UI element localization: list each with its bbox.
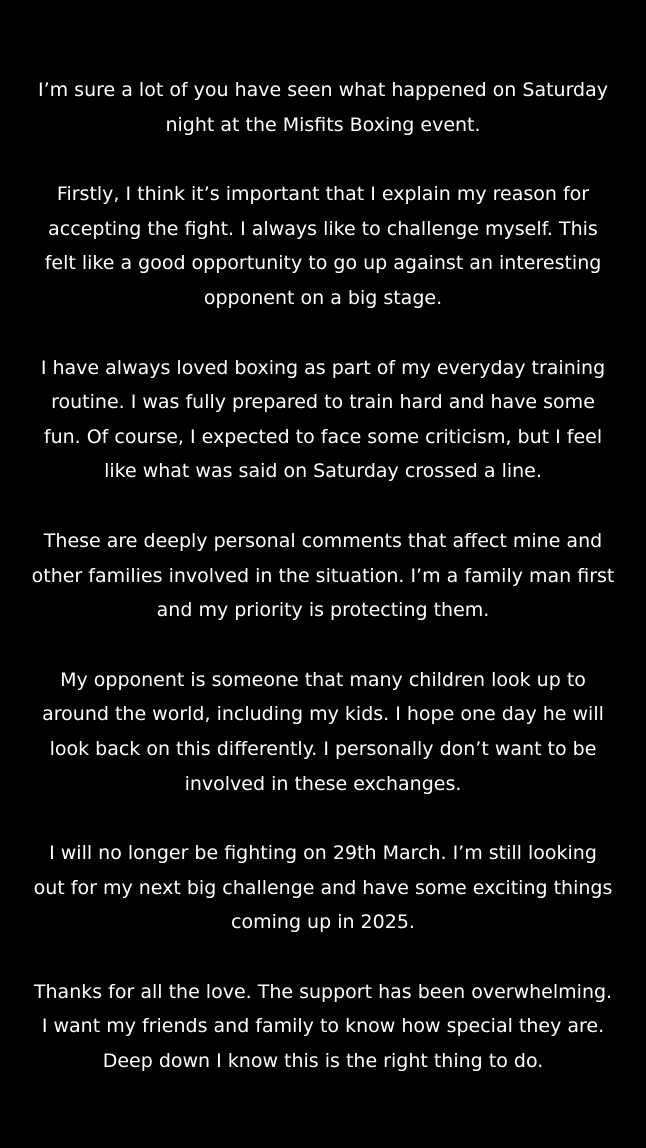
paragraph-7 xyxy=(20,975,626,1079)
text-line: I will no longer be fighting on 29th March. I’m still looking xyxy=(49,842,597,865)
text-line: felt like a good opportunity to go up against an interesting xyxy=(44,252,602,275)
statement-text xyxy=(20,73,626,1114)
text-line: Deep down I know this is the right thing to do. xyxy=(102,1050,544,1073)
text-line: fun. Of course, I expected to face some criticism, but I feel xyxy=(43,425,603,448)
text-line: night at the Misfits Boxing event. xyxy=(165,113,481,136)
paragraph-5 xyxy=(20,663,626,801)
text-line: I’m sure a lot of you have seen what happened on Saturday xyxy=(37,79,609,101)
text-line: These are deeply personal comments that affect mine and xyxy=(43,529,603,552)
text-line: involved in these exchanges. xyxy=(184,772,462,795)
text-line: coming up in 2025. xyxy=(231,911,415,934)
text-line: out for my next big challenge and have some exciting things xyxy=(33,876,613,899)
text-line: routine. I was fully prepared to train hard and have some xyxy=(51,391,595,414)
text-line: around the world, including my kids. I hope one day he will xyxy=(42,703,604,726)
paragraph-6 xyxy=(20,836,626,940)
text-line: and my priority is protecting them. xyxy=(156,599,490,622)
paragraph-2 xyxy=(20,177,626,315)
paragraph-3 xyxy=(20,351,626,489)
paragraph-1 xyxy=(20,73,626,142)
text-line: opponent on a big stage. xyxy=(203,286,443,309)
text-line: Thanks for all the love. The support has been overwhelming. xyxy=(33,980,613,1003)
text-line: I want my friends and family to know how special they are. xyxy=(41,1015,605,1038)
text-line: other families involved in the situation. I’m a family man first xyxy=(31,564,615,587)
text-line: look back on this differently. I personally don’t want to be xyxy=(49,737,597,760)
text-line: My opponent is someone that many children look up to xyxy=(60,668,586,691)
text-line: I have always loved boxing as part of my everyday training xyxy=(40,356,606,379)
text-line: Firstly, I think it’s important that I explain my reason for xyxy=(56,183,590,206)
text-line: like what was said on Saturday crossed a line. xyxy=(104,460,542,483)
text-line: accepting the fight. I always like to challenge myself. This xyxy=(48,217,598,240)
paragraph-4 xyxy=(20,524,626,628)
